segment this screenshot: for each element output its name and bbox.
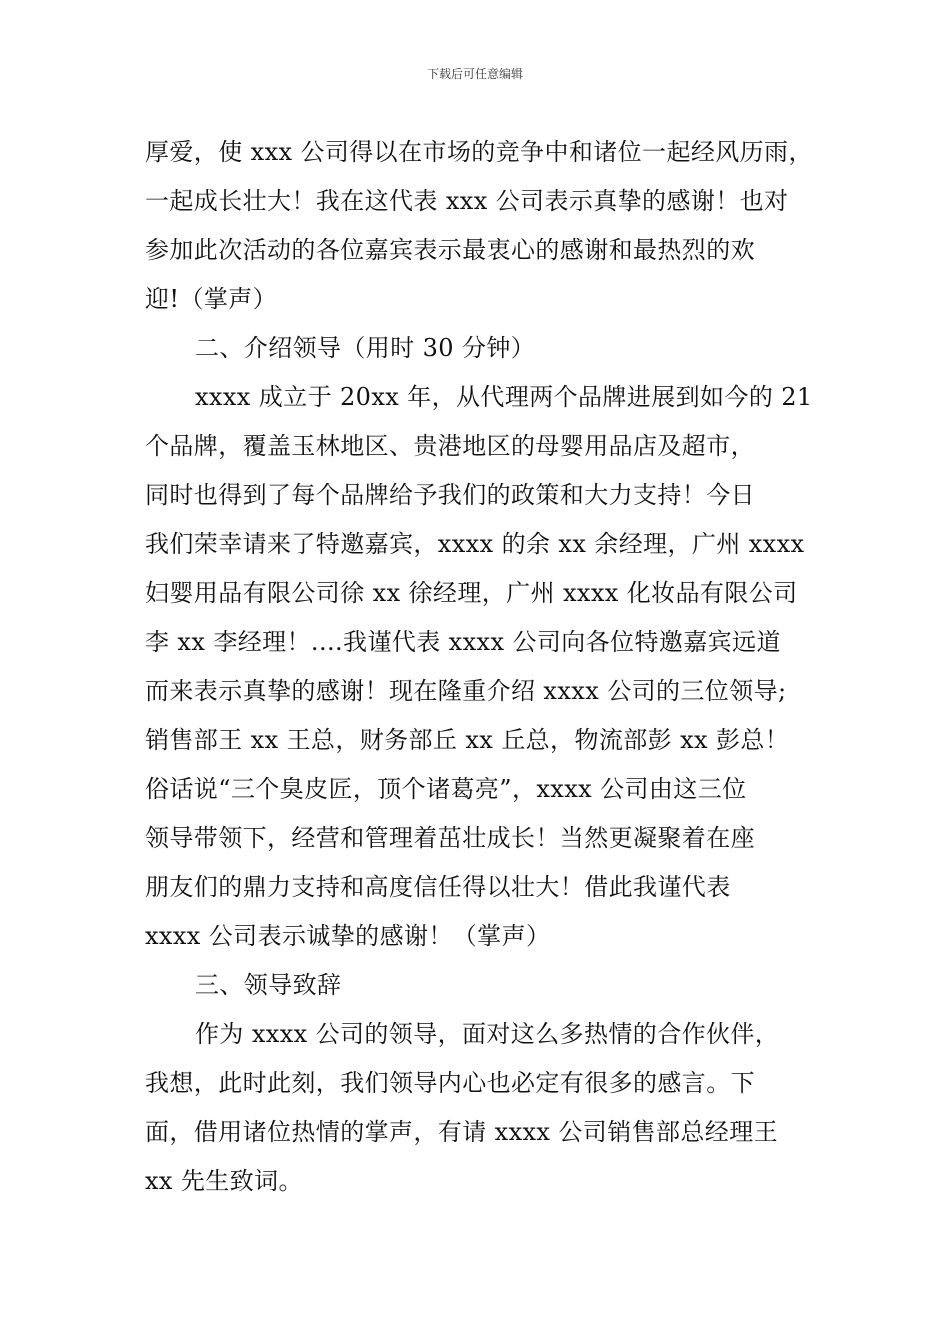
text-line: 参加此次活动的各位嘉宾表示最衷心的感谢和最热烈的欢 xyxy=(145,236,755,264)
section-heading: 三、领导致辞 xyxy=(195,971,342,999)
text-line: 个品牌，覆盖玉林地区、贵港地区的母婴用品店及超市， xyxy=(145,432,755,460)
section-heading: 二、介绍领导（用时 30 分钟） xyxy=(195,334,536,362)
text-line: 厚爱，使 xxx 公司得以在市场的竞争中和诸位一起经风历雨， xyxy=(145,138,813,166)
text-line: xxxx 公司表示诚挚的感谢！（掌声） xyxy=(145,922,551,950)
text-line: 俗话说“三个臭皮匠，顶个诸葛亮”，xxxx 公司由这三位 xyxy=(145,775,747,803)
text-line: 领导带领下，经营和管理着茁壮成长！当然更凝聚着在座 xyxy=(145,824,755,852)
text-line: 我们荣幸请来了特邀嘉宾，xxxx 的余 xx 余经理，广州 xxxx xyxy=(145,530,805,558)
text-line: 面，借用诸位热情的掌声，有请 xxxx 公司销售部总经理王 xyxy=(145,1118,778,1146)
text-line: 一起成长壮大！我在这代表 xxx 公司表示真挚的感谢！也对 xyxy=(145,187,789,215)
text-line: 销售部王 xx 王总，财务部丘 xx 丘总，物流部彭 xx 彭总！ xyxy=(145,726,790,754)
text-line: 迎!（掌声） xyxy=(145,285,278,313)
page-header: 下载后可任意编辑 xyxy=(426,67,523,81)
document-body xyxy=(145,128,825,1206)
text-line: 朋友们的鼎力支持和高度信任得以壮大！借此我谨代表 xyxy=(145,873,731,901)
text-line: 妇婴用品有限公司徐 xx 徐经理，广州 xxxx 化妆品有限公司 xyxy=(145,579,798,607)
text-line: 我想，此时此刻，我们领导内心也必定有很多的感言。下 xyxy=(145,1069,755,1097)
text-line: 作为 xxxx 公司的领导，面对这么多热情的合作伙伴， xyxy=(195,1020,780,1048)
text-line: 而来表示真挚的感谢！现在隆重介绍 xxxx 公司的三位领导; xyxy=(145,677,787,705)
text-line: 李 xx 李经理！....我谨代表 xxxx 公司向各位特邀嘉宾远道 xyxy=(145,628,781,656)
text-line: xxxx 成立于 20xx 年，从代理两个品牌进展到如今的 21 xyxy=(195,383,813,411)
text-line: 同时也得到了每个品牌给予我们的政策和大力支持！今日 xyxy=(145,481,755,509)
text-line: xx 先生致词。 xyxy=(145,1167,303,1195)
